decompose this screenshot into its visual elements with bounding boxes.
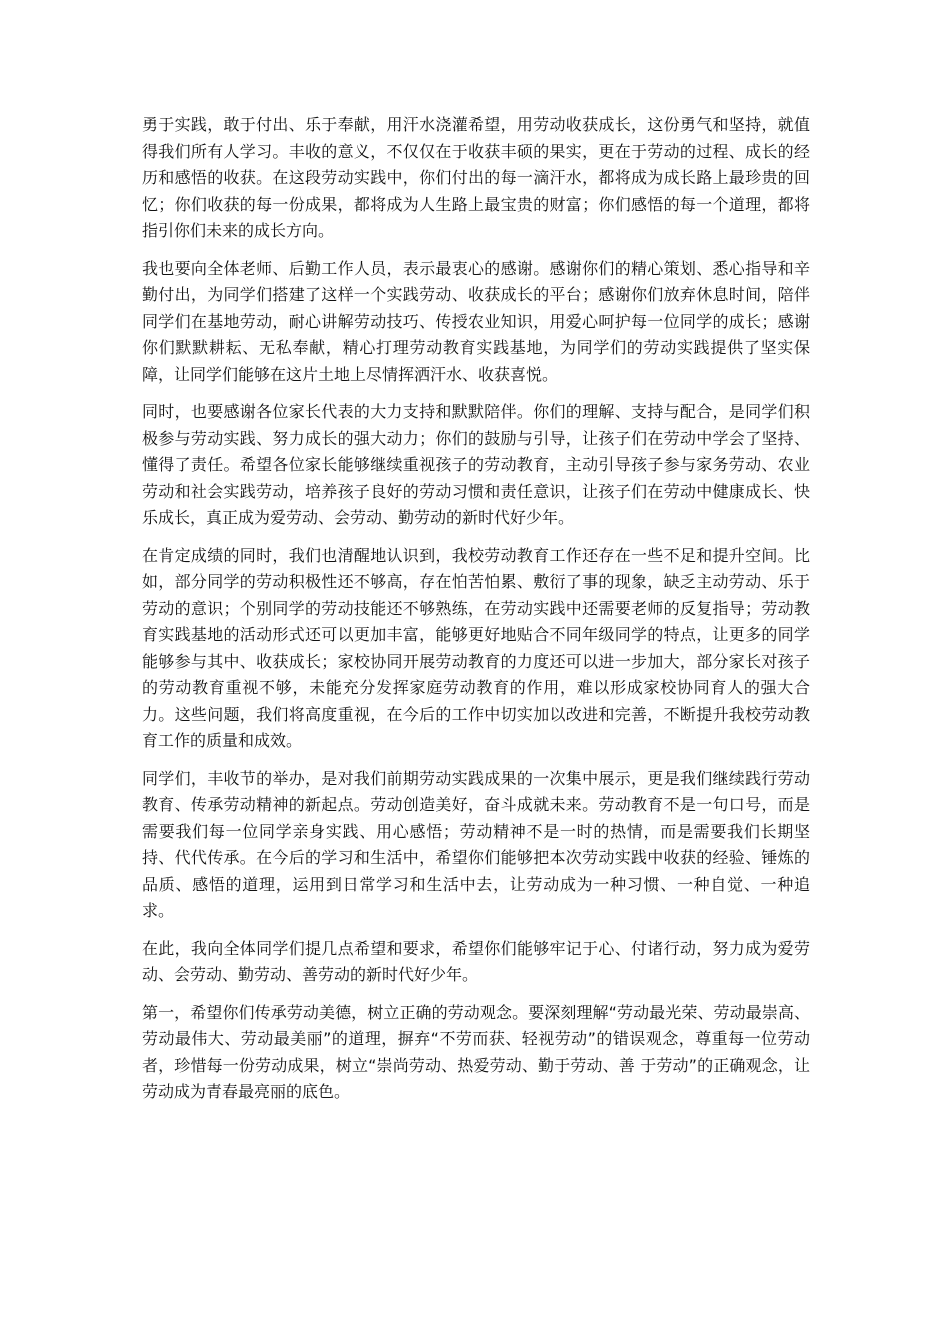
- paragraph-2: 我也要向全体老师、后勤工作人员，表示最衷心的感谢。感谢你们的精心策划、悉心指导和辛勤付出，为同学们搭建了这样一个实践劳动、收获成长的平台；感谢你们放弃休息时间，陪伴同学们在基地劳动，耐心讲解劳动技巧、传授农业知识，用爱心呵护每一位同学的成长；感谢你们默默耕耘、无私奉献，精心打理劳动教育实践基地，为同学们的劳动实践提供了坚实保障，让同学们能够在这片土地上尽情挥洒汗水、收获喜悦。: [142, 258, 810, 384]
- paragraph-6: 在此，我向全体同学们提几点希望和要求，希望你们能够牢记于心、付诸行动，努力成为爱劳动、会劳动、勤劳动、善劳动的新时代好少年。: [142, 938, 810, 984]
- paragraph-5: 同学们，丰收节的举办，是对我们前期劳动实践成果的一次集中展示，更是我们继续践行劳动教育、传承劳动精神的新起点。劳动创造美好，奋斗成就未来。劳动教育不是一句口号，而是需要我们每一位同学亲身实践、用心感悟；劳动精神不是一时的热情，而是需要我们长期坚持、代代传承。在今后的学习和生活中，希望你们能够把本次劳动实践中收获的经验、锤炼的品质、感悟的道理，运用到日常学习和生活中去，让劳动成为一种习惯、一种自觉、一种追求。: [142, 768, 810, 920]
- paragraph-4: 在肯定成绩的同时，我们也清醒地认识到，我校劳动教育工作还存在一些不足和提升空间。比如，部分同学的劳动积极性还不够高，存在怕苦怕累、敷衍了事的现象，缺乏主动劳动、乐于劳动的意识；个别同学的劳动技能还不够熟练，在劳动实践中还需要老师的反复指导；劳动教育实践基地的活动形式还可以更加丰富，能够更好地贴合不同年级同学的特点，让更多的同学能够参与其中、收获成长；家校协同开展劳动教育的力度还可以进一步加大，部分家长对孩子的劳动教育重视不够，未能充分发挥家庭劳动教育的作用，难以形成家校协同育人的强大合力。这些问题，我们将高度重视，在今后的工作中切实加以改进和完善，不断提升我校劳动教育工作的质量和成效。: [142, 545, 810, 750]
- paragraph-7: 第一，希望你们传承劳动美德，树立正确的劳动观念。要深刻理解“劳动最光荣、劳动最崇高、劳动最伟大、劳动最美丽”的道理，摒弃“不劳而获、轻视劳动”的错误观念，尊重每一位劳动者，珍惜每一份劳动成果，树立“崇尚劳动、热爱劳动、勤于劳动、善 于劳动”的正确观念，让劳动成为青春最亮丽的底色。: [142, 1002, 810, 1101]
- document-body: [142, 112, 810, 1117]
- paragraph-1: 勇于实践，敢于付出、乐于奉献，用汗水浇灌希望，用劳动收获成长，这份勇气和坚持，就值得我们所有人学习。丰收的意义，不仅仅在于收获丰硕的果实，更在于劳动的过程、成长的经历和感悟的收获。在这段劳动实践中，你们付出的每一滴汗水，都将成为成长路上最珍贵的回忆；你们收获的每一份成果，都将成为人生路上最宝贵的财富；你们感悟的每一个道理，都将指引你们未来的成长方向。: [142, 115, 810, 240]
- paragraph-3: 同时，也要感谢各位家长代表的大力支持和默默陪伴。你们的理解、支持与配合，是同学们积极参与劳动实践、努力成长的强大动力；你们的鼓励与引导，让孩子们在劳动中学会了坚持、懂得了责任。希望各位家长能够继续重视孩子的劳动教育，主动引导孩子参与家务劳动、农业劳动和社会实践劳动，培养孩子良好的劳动习惯和责任意识，让孩子们在劳动中健康成长、快乐成长，真正成为爱劳动、会劳动、勤劳动的新时代好少年。: [142, 402, 810, 527]
